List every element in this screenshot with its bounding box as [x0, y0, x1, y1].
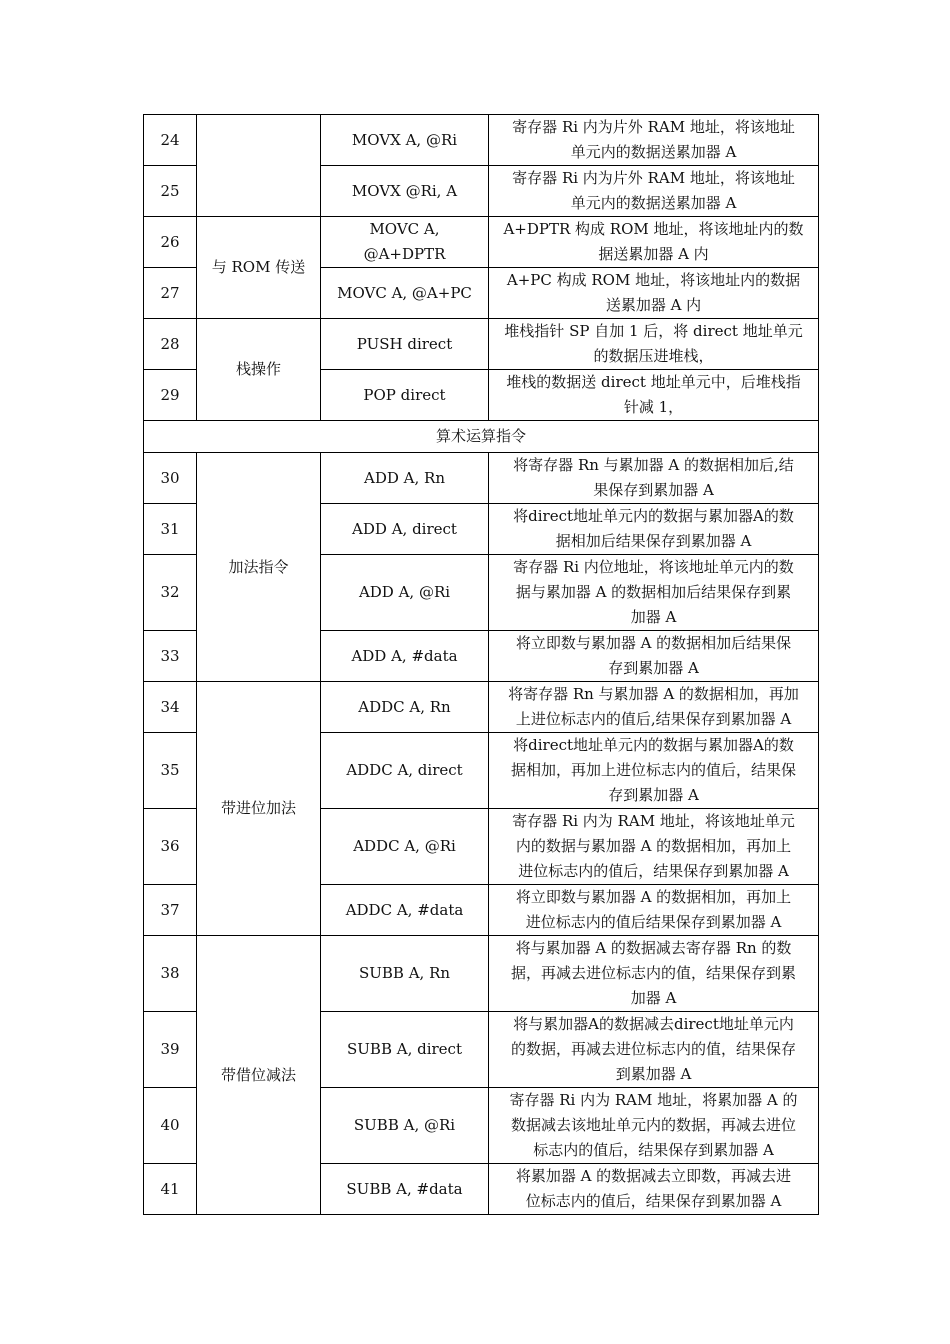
description-cell: 寄存器 Ri 内为 RAM 地址，将该地址单元 内的数据与累加器 A 的数据相加，再加上 进位标志内的值后，结果保存到累加器 A [489, 809, 819, 885]
row-number: 40 [144, 1088, 197, 1164]
category-cell-empty [197, 115, 321, 217]
row-number: 37 [144, 885, 197, 936]
row-number: 41 [144, 1164, 197, 1215]
description-cell: 将与累加器 A 的数据减去寄存器 Rn 的数 据，再减去进位标志内的值，结果保存到累 加器 A [489, 936, 819, 1012]
category-cell: 与 ROM 传送 [197, 217, 321, 319]
table-row [144, 217, 819, 268]
instruction-cell: PUSH direct [321, 319, 489, 370]
description-cell: 将累加器 A 的数据减去立即数，再减去进 位标志内的值后，结果保存到累加器 A [489, 1164, 819, 1215]
category-cell: 带进位加法 [197, 682, 321, 936]
row-number: 25 [144, 166, 197, 217]
description-cell: 堆栈指针 SP 自加 1 后，将 direct 地址单元 的数据压进堆栈， [489, 319, 819, 370]
row-number: 39 [144, 1012, 197, 1088]
description-cell: 寄存器 Ri 内为片外 RAM 地址，将该地址 单元内的数据送累加器 A [489, 115, 819, 166]
category-cell: 栈操作 [197, 319, 321, 421]
instruction-cell: POP direct [321, 370, 489, 421]
table-row [144, 115, 819, 166]
description-cell: 将与累加器A的数据减去direct地址单元内 的数据，再减去进位标志内的值，结果保存 到累加器 A [489, 1012, 819, 1088]
row-number: 36 [144, 809, 197, 885]
instruction-cell: SUBB A, @Ri [321, 1088, 489, 1164]
description-cell: 将寄存器 Rn 与累加器 A 的数据相加，再加 上进位标志内的值后,结果保存到累加器 A [489, 682, 819, 733]
instruction-cell: ADD A, #data [321, 631, 489, 682]
instruction-cell: ADD A, @Ri [321, 555, 489, 631]
row-number: 28 [144, 319, 197, 370]
row-number: 35 [144, 733, 197, 809]
table-row [144, 319, 819, 370]
category-cell: 加法指令 [197, 453, 321, 682]
row-number: 33 [144, 631, 197, 682]
row-number: 26 [144, 217, 197, 268]
row-number: 31 [144, 504, 197, 555]
table-row [144, 936, 819, 1012]
section-header: 算术运算指令 [144, 421, 819, 453]
instruction-cell: ADDC A, Rn [321, 682, 489, 733]
instruction-table [143, 114, 819, 1215]
description-cell: 寄存器 Ri 内为 RAM 地址，将累加器 A 的 数据减去该地址单元内的数据，再减去进位 标志内的值后，结果保存到累加器 A [489, 1088, 819, 1164]
instruction-cell: SUBB A, #data [321, 1164, 489, 1215]
description-cell: 将寄存器 Rn 与累加器 A 的数据相加后,结 果保存到累加器 A [489, 453, 819, 504]
row-number: 34 [144, 682, 197, 733]
instruction-cell: ADD A, direct [321, 504, 489, 555]
instruction-cell: MOVC A, @A+DPTR [321, 217, 489, 268]
instruction-cell: MOVX A, @Ri [321, 115, 489, 166]
instruction-cell: SUBB A, direct [321, 1012, 489, 1088]
instruction-cell: ADDC A, #data [321, 885, 489, 936]
instruction-cell: MOVX @Ri, A [321, 166, 489, 217]
row-number: 30 [144, 453, 197, 504]
section-header-row [144, 421, 819, 453]
table-row [144, 453, 819, 504]
table-row [144, 682, 819, 733]
description-cell: 堆栈的数据送 direct 地址单元中，后堆栈指 针减 1， [489, 370, 819, 421]
description-cell: 将立即数与累加器 A 的数据相加，再加上 进位标志内的值后结果保存到累加器 A [489, 885, 819, 936]
description-cell: 寄存器 Ri 内为片外 RAM 地址，将该地址 单元内的数据送累加器 A [489, 166, 819, 217]
instruction-cell: MOVC A, @A+PC [321, 268, 489, 319]
description-cell: 寄存器 Ri 内位地址，将该地址单元内的数 据与累加器 A 的数据相加后结果保存到累 加器 A [489, 555, 819, 631]
description-cell: A+PC 构成 ROM 地址，将该地址内的数据 送累加器 A 内 [489, 268, 819, 319]
row-number: 32 [144, 555, 197, 631]
description-cell: A+DPTR 构成 ROM 地址，将该地址内的数 据送累加器 A 内 [489, 217, 819, 268]
instruction-cell: ADDC A, @Ri [321, 809, 489, 885]
row-number: 24 [144, 115, 197, 166]
description-cell: 将direct地址单元内的数据与累加器A的数 据相加后结果保存到累加器 A [489, 504, 819, 555]
row-number: 27 [144, 268, 197, 319]
row-number: 29 [144, 370, 197, 421]
instruction-cell: SUBB A, Rn [321, 936, 489, 1012]
description-cell: 将direct地址单元内的数据与累加器A的数 据相加，再加上进位标志内的值后，结果保 存到累加器 A [489, 733, 819, 809]
instruction-cell: ADD A, Rn [321, 453, 489, 504]
description-cell: 将立即数与累加器 A 的数据相加后结果保 存到累加器 A [489, 631, 819, 682]
row-number: 38 [144, 936, 197, 1012]
instruction-cell: ADDC A, direct [321, 733, 489, 809]
category-cell: 带借位减法 [197, 936, 321, 1215]
